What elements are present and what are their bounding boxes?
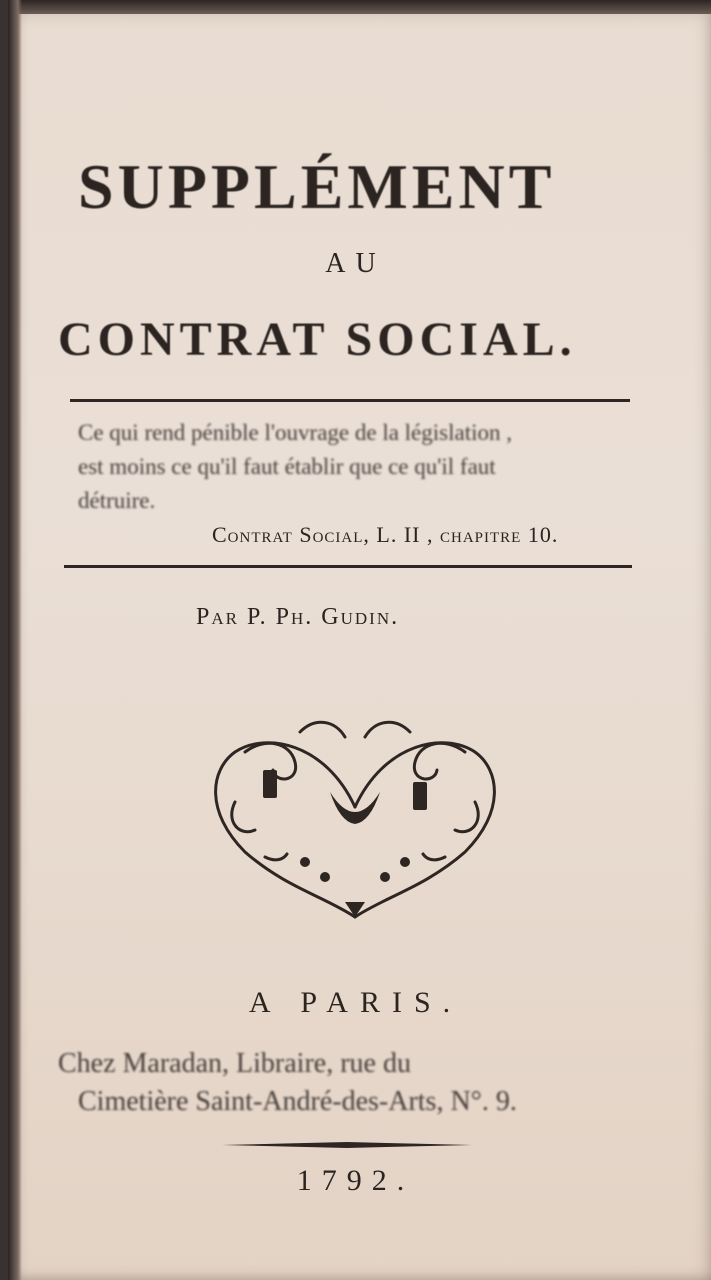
epigraph-line-3: détruire. <box>78 488 156 513</box>
page-gutter-edge <box>8 0 22 1280</box>
bottom-rule <box>64 565 632 568</box>
imprint-line-2: Cimetière Saint-André-des-Arts, N°. 9. <box>78 1086 517 1117</box>
epigraph-source: Contrat Social, L. II , chapitre 10. <box>212 522 559 547</box>
title-line-1: SUPPLÉMENT <box>78 151 556 222</box>
epigraph-line-2: est moins ce qu'il faut établir que ce qu'il faut <box>78 454 496 479</box>
imprint-place: A PARIS. <box>248 986 463 1019</box>
title-line-2: AU <box>325 248 386 279</box>
publication-year: 1792. <box>296 1164 415 1197</box>
imprint-line-1: Chez Maradan, Libraire, rue du <box>58 1048 411 1079</box>
top-rule <box>70 399 630 402</box>
title-line-3: CONTRAT SOCIAL. <box>58 313 577 366</box>
epigraph-line-1: Ce qui rend pénible l'ouvrage de la législation , <box>78 420 512 445</box>
page-top-edge <box>8 0 711 14</box>
heart-ornament-icon <box>205 712 505 922</box>
author-line: Par P. Ph. Gudin. <box>196 604 400 630</box>
decorative-rule <box>222 1140 472 1150</box>
